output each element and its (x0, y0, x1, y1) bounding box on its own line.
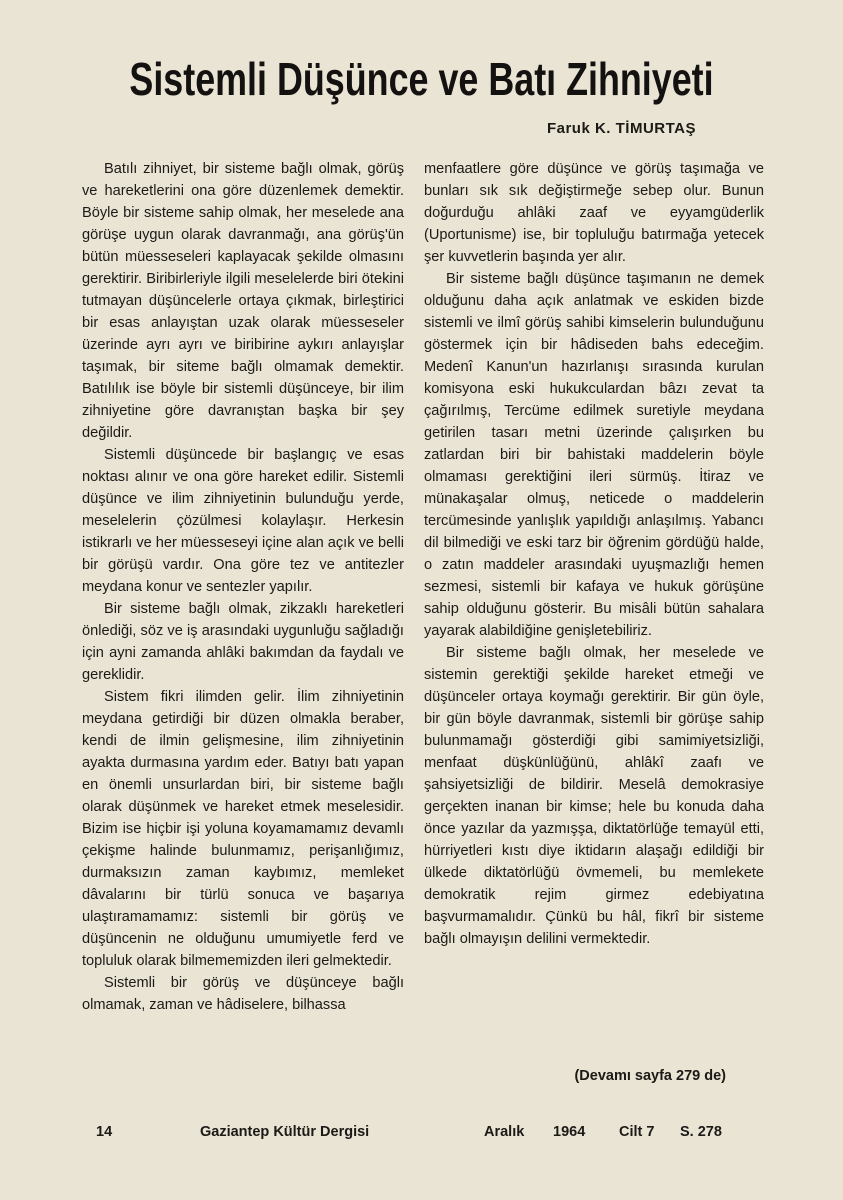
continued-note: (Devamı sayfa 279 de) (574, 1068, 726, 1084)
paragraph: Bir sisteme bağlı düşünce taşımanın ne demek olduğunu daha açık anlatmak ve eskiden bizde sistemli ve ilmî görüş sahibi kimselerin bulunduğunu göstermek için bir hâdiseden bahs edeceğim. Medenî Kanun'un hazırlanışı sırasında kurulan komisyona eski hukukculardan bâzı zevat ta çağırılmış, Tercüme edilmek suretiyle meydana getirilen tasarı metni üzerinde çalışırken bu zatlardan biri bir bahistaki maddelerin böyle olmaması gerektiğini ileri sürmüş. İtiraz ve münakaşalar olmuş, neticede o maddelerin tercümesinde yanlışlık yapıldığı anlaşılmış. Yabancı dil bilmediği ve eski tarz bir öğrenim gördüğü halde, o zatın maddeler arasındaki uyuşmazlığı hemen sezmesi, sistemli bir kafaya ve hukuk görüşüne sahip olduğunu gösterir. Bu misâli bütün sahalara yayarak alabildiğine genişletebiliriz. (424, 271, 764, 639)
right-column (424, 158, 764, 950)
issue-month: Aralık (484, 1124, 525, 1140)
paragraph: Batılı zihniyet, bir sisteme bağlı olmak, görüş ve hareketlerini ona göre düzenlemek demektir. Böyle bir sisteme sahip olmak, her meselede ana görüşe uygun olarak davranmağı, ana görüş'ün bütün müesseseleri kaplayacak şekilde olmasını gerektirir. Biribirleriyle ilgili meselelerde biri ötekini tutmayan düşüncelerle ortaya çıkmak, birleştirici bir esas anlayıştan uzak olarak müesseseler üzerinde ayrı ayrı ve biribirine aykırı anlayışlar taşımak, bir siteme bağlı olmamak demektir. Batılılık ise böyle bir sistemli düşünceye, bir ilim zihniyetine göre davranıştan başka bir şey değildir. (82, 161, 404, 441)
journal-name: Gaziantep Kültür Dergisi (200, 1124, 370, 1140)
author-name: Faruk K. TİMURTAŞ (546, 120, 696, 137)
page-number: 14 (96, 1124, 113, 1140)
issue-year: 1964 (553, 1124, 586, 1140)
paragraph: Sistem fikri ilimden gelir. İlim zihniyetinin meydana getirdiği bir düzen olmakla beraber, kendi de ilmin gelişmesine, ilim zihniyetinin ayakta durmasına yardım eder. Batıyı batı yapan en önemli unsurlardan biri, bir sisteme bağlı olarak düşünmek ve hareket etmek meselesidir. Bizim ise hiçbir işi yoluna koyamamamız devamlı çekişme halinde bulunmamız, perişanlığımız, durmaksızın zaman kaybımız, memleket dâvalarını bir türlü sonuca ve başarıya ulaştıramamamız: sistemli bir görüş ve düşüncenin ne olduğunu umumiyetle ferd ve topluluk olarak bilmememizden ileri gelmektedir. (82, 689, 404, 969)
volume-label: Cilt 7 (619, 1124, 655, 1140)
article-title: Sistemli Düşünce ve Batı Zihniyeti (129, 53, 714, 105)
left-column (82, 158, 404, 1016)
paragraph: Bir sisteme bağlı olmak, zikzaklı hareketleri önlediği, söz ve iş arasındaki uygunluğu sağladığı için ayni zamanda ahlâki bakımdan da faydalı ve gereklidir. (82, 601, 404, 683)
issue-number: S. 278 (680, 1124, 722, 1140)
paragraph: Sistemli düşüncede bir başlangıç ve esas noktası alınır ve ona göre hareket edilir. Sistemli düşünce ve ilim zihniyetinin bulunduğu yerde, meselelerin çözülmesi kolaylaşır. Herkesin istikrarlı ve her müesseseyi içine alan açık ve belli bir görüşü vardır. Ona göre tez ve antitezler meydana konur ve sentezler yapılır. (82, 447, 405, 595)
paragraph: Sistemli bir görüş ve düşünceye bağlı olmamak, zaman ve hâdiselere, bilhassa (82, 975, 404, 1013)
paragraph-continuation: menfaatlere göre düşünce ve görüş taşımağa ve bunları sık sık değiştirmeğe sebep olur. Bunun doğurduğu ahlâki zaaf ve eyyamgüderlik (Uportunisme) ise, bir topluluğu batırmağa yetecek şer kuvvetlerin başında yer alır. (424, 161, 764, 265)
paragraph: Bir sisteme bağlı olmak, her meselede ve sistemin gerektiği şekilde hareket etmeği ve düşünceler ortaya koymağı gerektirir. Bir gün öyle, bir gün böyle davranmak, sistemli bir görüşe sahip bulunmamağı gösterdiği gibi samimiyetsizliği, menfaat düşkünlüğünü, ahlâkî zaafı ve şahsiyetsizliği de bildirir. Meselâ demokrasiye gerçekten inanan bir kimse; hele bu konuda daha önce yazılar da yazmışşa, diktatörlüğe temayül etti, hürriyetleri kıstı diye iktidarın alaşağı edildiği bir ülkede diktatörlüğü övmemeli, bu memlekete demokratik rejim girmez edebiyatına başvurmamalıdır. Çünkü bu hâl, fikrî bir sisteme bağlı olmayışın delilini vermektedir. (424, 645, 764, 947)
